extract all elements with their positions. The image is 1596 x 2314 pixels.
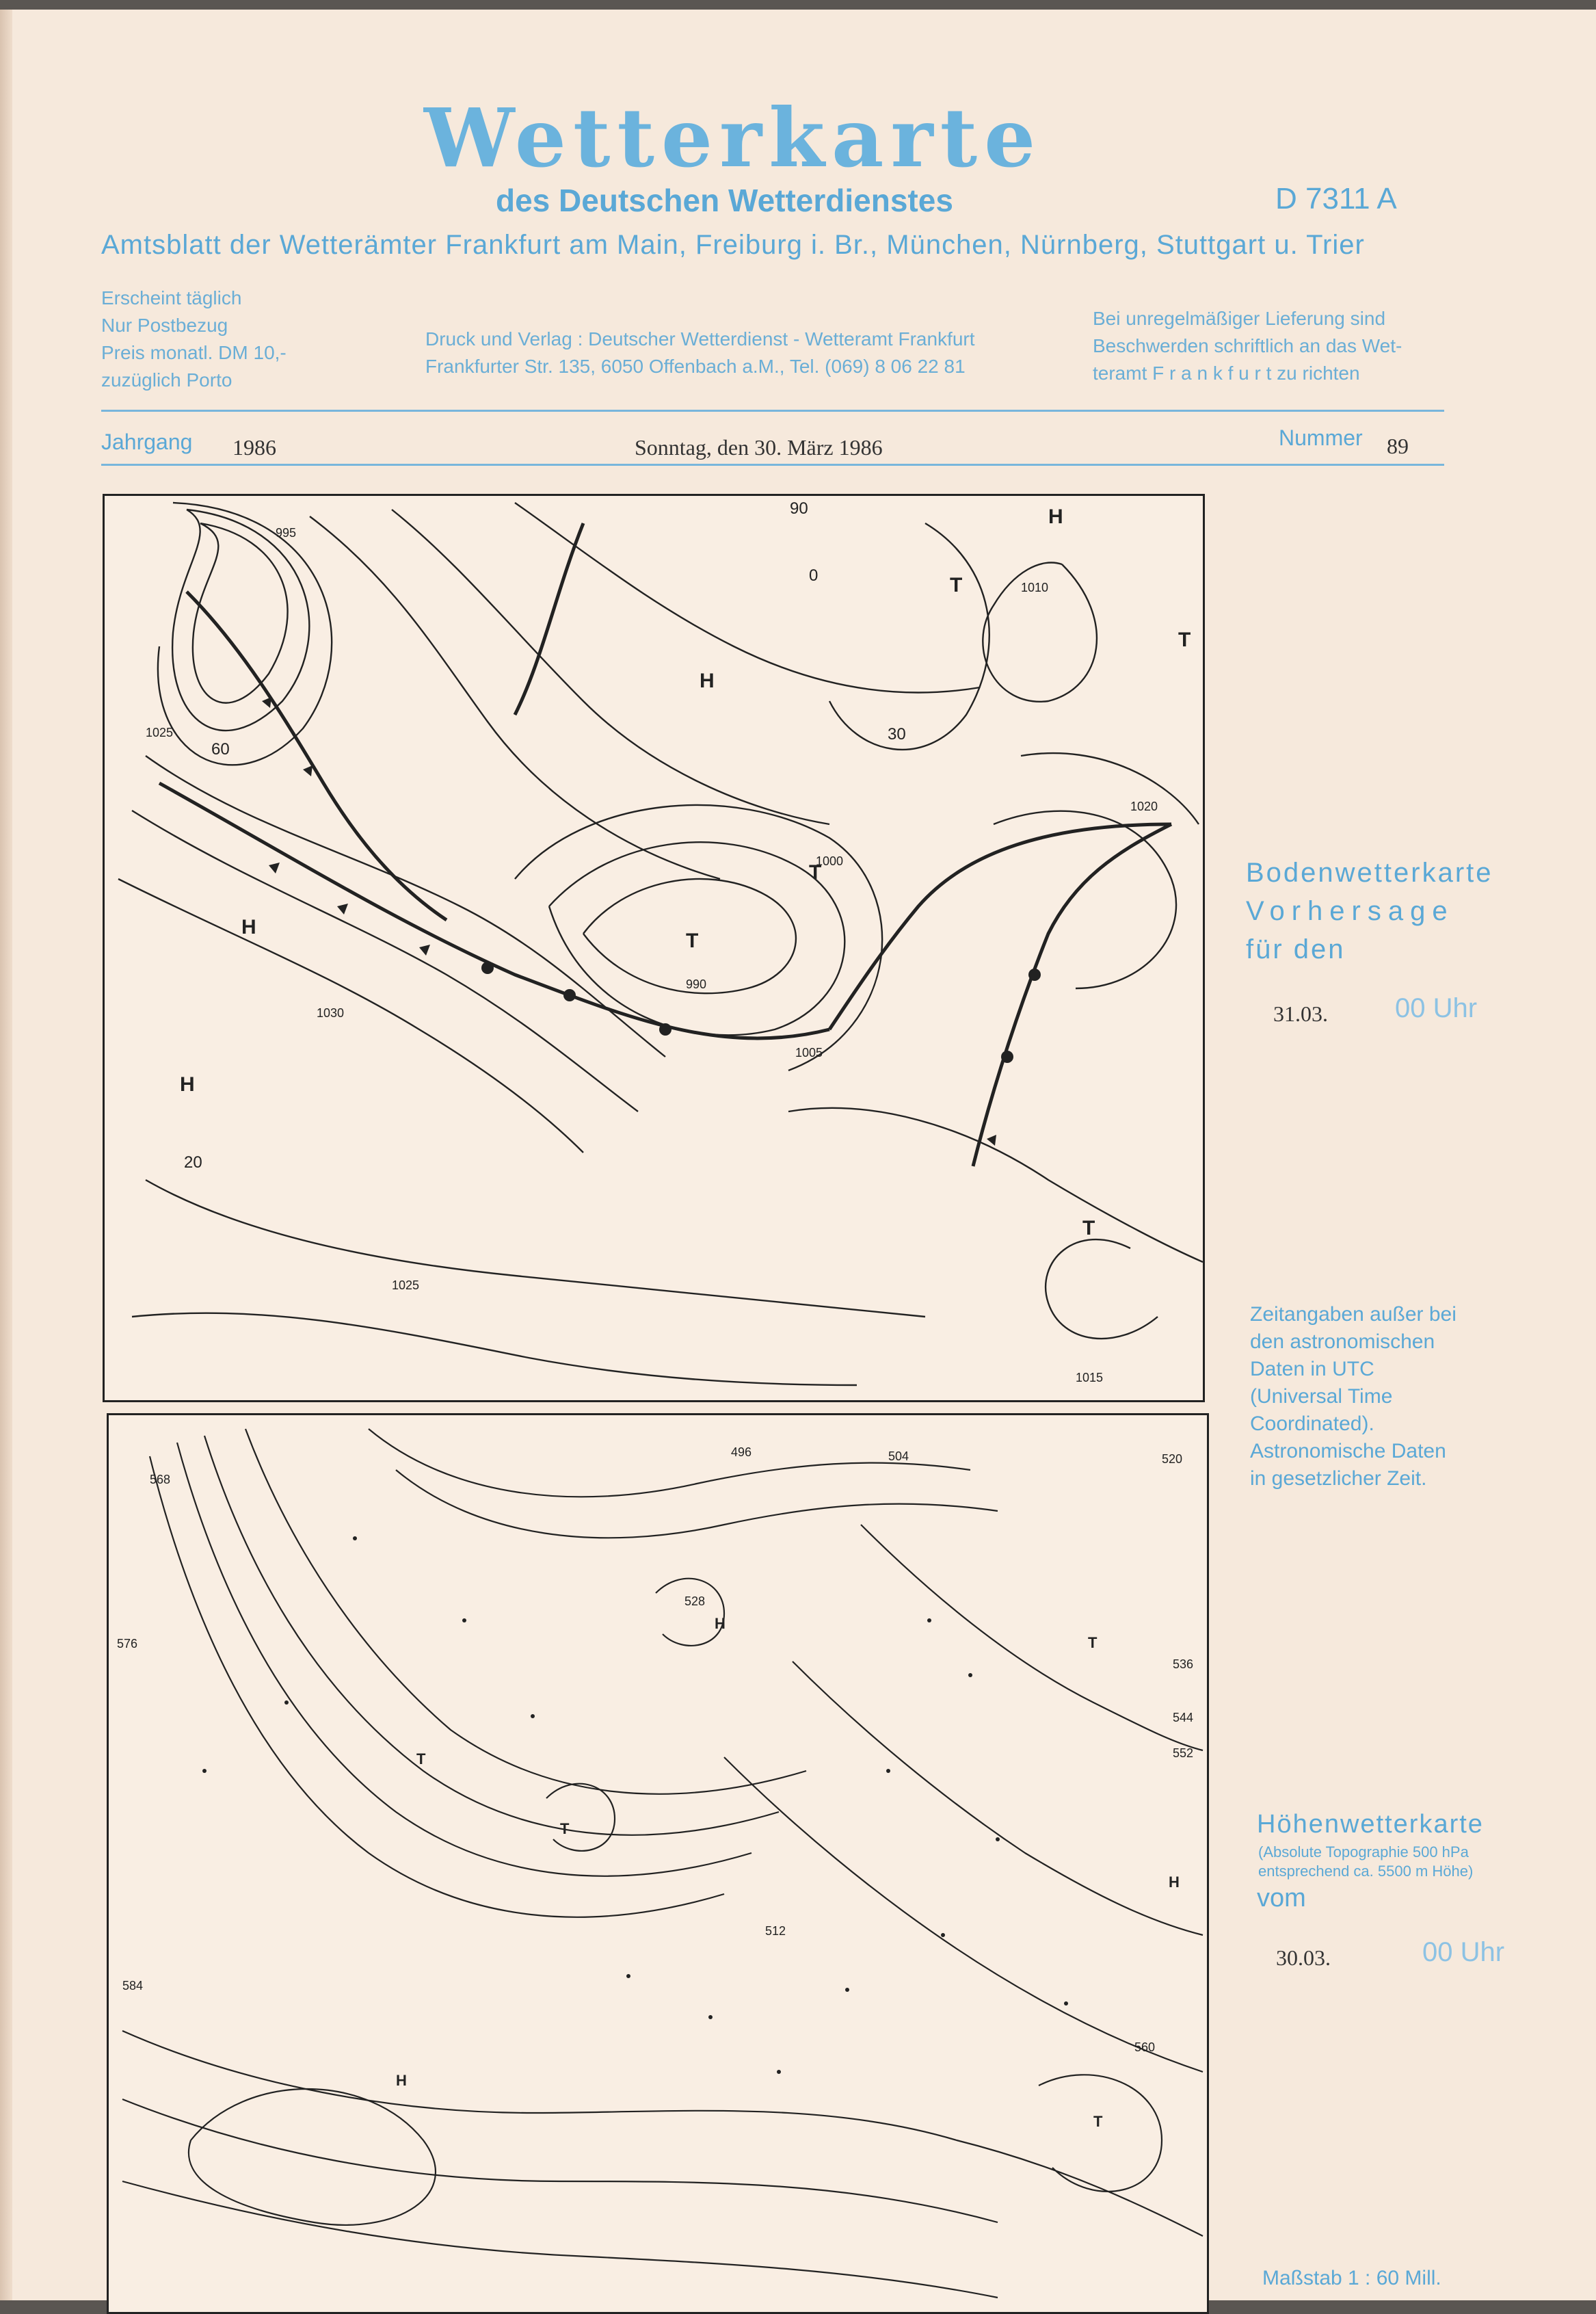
heading-line: Bodenwetterkarte xyxy=(1246,858,1493,888)
svg-text:496: 496 xyxy=(731,1445,752,1459)
upper-contours xyxy=(122,1429,1203,2298)
upper-map-time: 00 Uhr xyxy=(1422,1937,1505,1967)
issue-date: Sonntag, den 30. März 1986 xyxy=(635,435,883,460)
front-symbols xyxy=(262,697,1041,1146)
high-center-label: H xyxy=(700,670,715,692)
upper-map-drawing xyxy=(109,1415,1207,2312)
svg-text:1020: 1020 xyxy=(1130,800,1158,813)
low-center-label: T xyxy=(1088,1634,1098,1651)
svg-text:1010: 1010 xyxy=(1021,581,1049,594)
latitude-labels xyxy=(184,499,906,1172)
publication-code: D 7311 A xyxy=(1275,182,1397,215)
svg-text:1030: 1030 xyxy=(317,1006,345,1020)
masthead-title: Wetterkarte xyxy=(424,90,1043,185)
header-rule-top xyxy=(101,410,1444,412)
svg-text:568: 568 xyxy=(150,1473,171,1486)
jahrgang-label: Jahrgang xyxy=(101,430,193,454)
info-center-line: Druck und Verlag : Deutscher Wetterdienst - Wetteramt Frankfurt xyxy=(425,328,975,350)
low-center-label: T xyxy=(416,1750,426,1767)
upper-map-subheading: (Absolute Topographie 500 hPa entsprechend ca. 5500 m Höhe) xyxy=(1258,1843,1474,1880)
info-left-line: Nur Postbezug xyxy=(101,315,228,336)
high-center-label: H xyxy=(396,2072,407,2089)
low-center-label: T xyxy=(1082,1217,1095,1239)
header-rule-bottom xyxy=(101,464,1444,466)
surface-map-time: 00 Uhr xyxy=(1395,993,1478,1023)
svg-text:1005: 1005 xyxy=(795,1046,823,1060)
svg-text:552: 552 xyxy=(1173,1746,1194,1760)
low-center-label: T xyxy=(686,930,699,952)
high-center-label: H xyxy=(241,916,256,938)
publisher-info xyxy=(425,326,975,380)
low-center-label: T xyxy=(809,861,822,884)
station-marks xyxy=(202,1536,1068,2074)
svg-text:1025: 1025 xyxy=(392,1278,420,1292)
high-center-label: H xyxy=(1169,1873,1180,1891)
nummer-label: Nummer xyxy=(1279,425,1363,450)
surface-isobars xyxy=(118,503,1203,1385)
svg-text:560: 560 xyxy=(1134,2040,1156,2054)
svg-text:0: 0 xyxy=(809,566,819,585)
svg-text:1000: 1000 xyxy=(816,854,844,868)
svg-text:1015: 1015 xyxy=(1076,1371,1104,1384)
svg-text:528: 528 xyxy=(684,1594,706,1608)
nummer-value: 89 xyxy=(1387,434,1409,458)
svg-text:512: 512 xyxy=(765,1924,786,1938)
info-center-line: Frankfurter Str. 135, 6050 Offenbach a.M., Tel. (069) 8 06 22 81 xyxy=(425,356,966,377)
newspaper-page xyxy=(0,10,1596,2300)
masthead-subtitle: des Deutschen Wetterdienstes xyxy=(496,183,953,218)
svg-text:544: 544 xyxy=(1173,1711,1194,1724)
svg-text:584: 584 xyxy=(122,1979,144,1993)
pressure-centers xyxy=(180,505,1191,1239)
high-center-label: H xyxy=(1048,505,1063,528)
subscription-info xyxy=(101,285,287,394)
svg-text:60: 60 xyxy=(211,740,230,759)
svg-text:30: 30 xyxy=(888,725,906,744)
high-center-label: H xyxy=(180,1073,195,1096)
info-right-line: teramt F r a n k f u r t zu richten xyxy=(1093,363,1360,384)
map-scale: Maßstab 1 : 60 Mill. xyxy=(1262,2267,1441,2289)
svg-text:576: 576 xyxy=(117,1637,138,1651)
delivery-info xyxy=(1093,305,1402,387)
contour-labels xyxy=(117,1445,1193,2054)
svg-text:504: 504 xyxy=(888,1449,909,1463)
info-right-line: Beschwerden schriftlich an das Wet- xyxy=(1093,335,1402,356)
svg-text:536: 536 xyxy=(1173,1657,1194,1671)
info-right-line: Bei unregelmäßiger Lieferung sind xyxy=(1093,308,1386,329)
isobar-labels xyxy=(146,526,1158,1384)
high-center-label: H xyxy=(715,1615,726,1632)
time-note: Zeitangaben außer bei den astronomischen Daten in UTC (Universal Time Coordinated). Astronomische Daten in gesetzlicher Zeit. xyxy=(1250,1303,1457,1490)
low-center-label: T xyxy=(950,574,963,596)
upper-map-vom: vom xyxy=(1257,1884,1306,1912)
upper-centers xyxy=(396,1615,1180,2130)
jahrgang-value: 1986 xyxy=(232,435,276,460)
low-center-label: T xyxy=(1093,2113,1103,2130)
low-center-label: T xyxy=(1178,629,1191,651)
upper-air-map xyxy=(107,1413,1209,2314)
svg-text:20: 20 xyxy=(184,1153,202,1172)
binding-spine xyxy=(0,10,12,2300)
svg-text:520: 520 xyxy=(1162,1452,1183,1466)
upper-map-heading: Höhenwetterkarte xyxy=(1257,1810,1484,1839)
upper-map-date: 30.03. xyxy=(1276,1945,1331,1970)
surface-weather-map xyxy=(103,494,1205,1402)
info-left-line: zuzüglich Porto xyxy=(101,369,232,391)
surface-map-date: 31.03. xyxy=(1273,1001,1328,1026)
low-center-label: T xyxy=(560,1820,570,1837)
svg-text:995: 995 xyxy=(276,526,297,540)
svg-text:990: 990 xyxy=(686,977,707,991)
surface-map-drawing xyxy=(105,496,1203,1400)
heading-line: für den xyxy=(1246,934,1346,964)
info-left-line: Preis monatl. DM 10,- xyxy=(101,342,287,363)
surface-map-heading xyxy=(1246,854,1493,969)
heading-line: Vorhersage xyxy=(1246,896,1454,926)
amtsblatt-line: Amtsblatt der Wetterämter Frankfurt am Main, Freiburg i. Br., München, Nürnberg, Stuttgart u. Trier xyxy=(101,230,1365,260)
svg-text:1025: 1025 xyxy=(146,726,174,739)
svg-text:90: 90 xyxy=(790,499,808,518)
info-left-line: Erscheint täglich xyxy=(101,287,242,308)
